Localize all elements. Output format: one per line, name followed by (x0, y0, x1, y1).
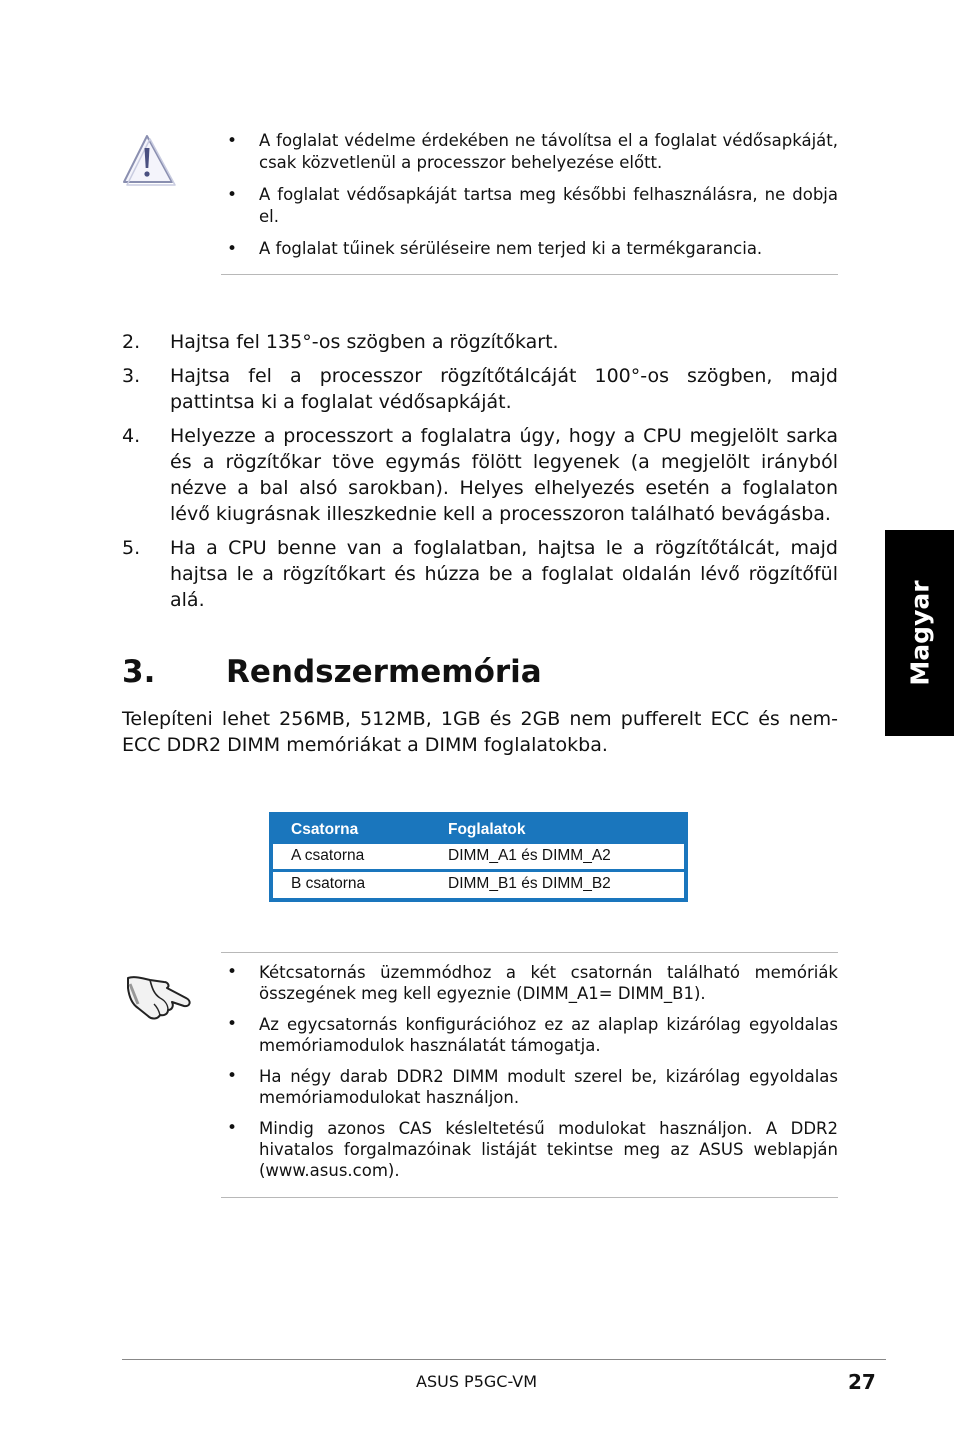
pointing-hand-icon (124, 964, 196, 1022)
footer-divider (122, 1359, 886, 1360)
note-divider-top (221, 952, 838, 953)
step-number: 5. (122, 537, 141, 559)
step-text: Hajtsa fel a processzor rögzítőtálcáját 100°-os szögben, majd pattintsa ki a foglalat védősapkáját. (170, 365, 838, 413)
table-cell: B csatorna (291, 875, 366, 892)
step-text: Hajtsa fel 135°-os szögben a rögzítőkart. (170, 331, 559, 353)
caution-item: • A foglalat védelme érdekében ne távolítsa el a foglalat védősapkáját, csak közvetlenül a processzor behelyezése előtt. (221, 130, 838, 174)
section-number: 3. (122, 654, 156, 690)
header-slots: Foglalatok (448, 821, 526, 838)
step-item (122, 363, 838, 415)
section-intro: Telepíteni lehet 256MB, 512MB, 1GB és 2GB nem pufferelt ECC és nem-ECC DDR2 DIMM memóriákat a DIMM foglalatokba. (122, 708, 838, 756)
note-item: • Mindig azonos CAS késleltetésű modulokat használjon. A DDR2 hivatalos forgalmazóinak listáját tekintse meg az ASUS weblapján (www.asus.com). (221, 1118, 838, 1181)
step-list (122, 329, 838, 621)
table-cell: DIMM_A1 és DIMM_A2 (448, 847, 611, 864)
table-row (273, 872, 684, 898)
caution-item: • A foglalat tűinek sérüléseire nem terjed ki a termékgarancia. (221, 238, 838, 260)
caution-note (221, 130, 838, 270)
step-item (122, 329, 838, 355)
step-number: 4. (122, 425, 141, 447)
step-text: Ha a CPU benne van a foglalatban, hajtsa le a rögzítőtálcát, majd hajtsa le a rögzítőkart és húzza be a foglalat oldalán lévő rögzítőfül alá. (170, 537, 838, 611)
header-channel: Csatorna (291, 821, 359, 838)
note-item: • Ha négy darab DDR2 DIMM modult szerel be, kizárólag egyoldalas memóriamodulokat használjon. (221, 1066, 838, 1108)
language-tab (885, 530, 954, 736)
language-tab-label: Magyar (905, 580, 934, 686)
caution-divider (221, 274, 838, 275)
warning-triangle-icon (120, 132, 178, 188)
page-number: 27 (848, 1370, 876, 1394)
step-number: 3. (122, 365, 141, 387)
table-cell: A csatorna (291, 847, 365, 864)
note-divider-bottom (221, 1197, 838, 1198)
step-number: 2. (122, 331, 141, 353)
channel-table (269, 812, 688, 902)
table-row (273, 844, 684, 869)
footer-model: ASUS P5GC-VM (416, 1372, 538, 1391)
hand-note (221, 962, 838, 1191)
step-item (122, 535, 838, 613)
caution-item: • A foglalat védősapkáját tartsa meg későbbi felhasználásra, ne dobja el. (221, 184, 838, 228)
step-item (122, 423, 838, 527)
note-item: • Az egycsatornás konfigurációhoz ez az alaplap kizárólag egyoldalas memóriamodulok használatát támogatja. (221, 1014, 838, 1056)
section-title: Rendszermemória (226, 654, 542, 690)
note-item: • Kétcsatornás üzemmódhoz a két csatornán található memóriák összegének meg kell egyeznie (DIMM_A1= DIMM_B1). (221, 962, 838, 1004)
step-text: Helyezze a processzort a foglalatra úgy, hogy a CPU megjelölt sarka és a rögzítőkar töve egymás fölött legyenek (a megjelölt irányból nézve a bal alsó sarokban). Helyes elhelyezés esetén a foglalaton lévő kiugrásnak illeszkednie kell a processzoron található bevágásba. (170, 425, 838, 525)
table-header (273, 816, 684, 842)
table-cell: DIMM_B1 és DIMM_B2 (448, 875, 611, 892)
